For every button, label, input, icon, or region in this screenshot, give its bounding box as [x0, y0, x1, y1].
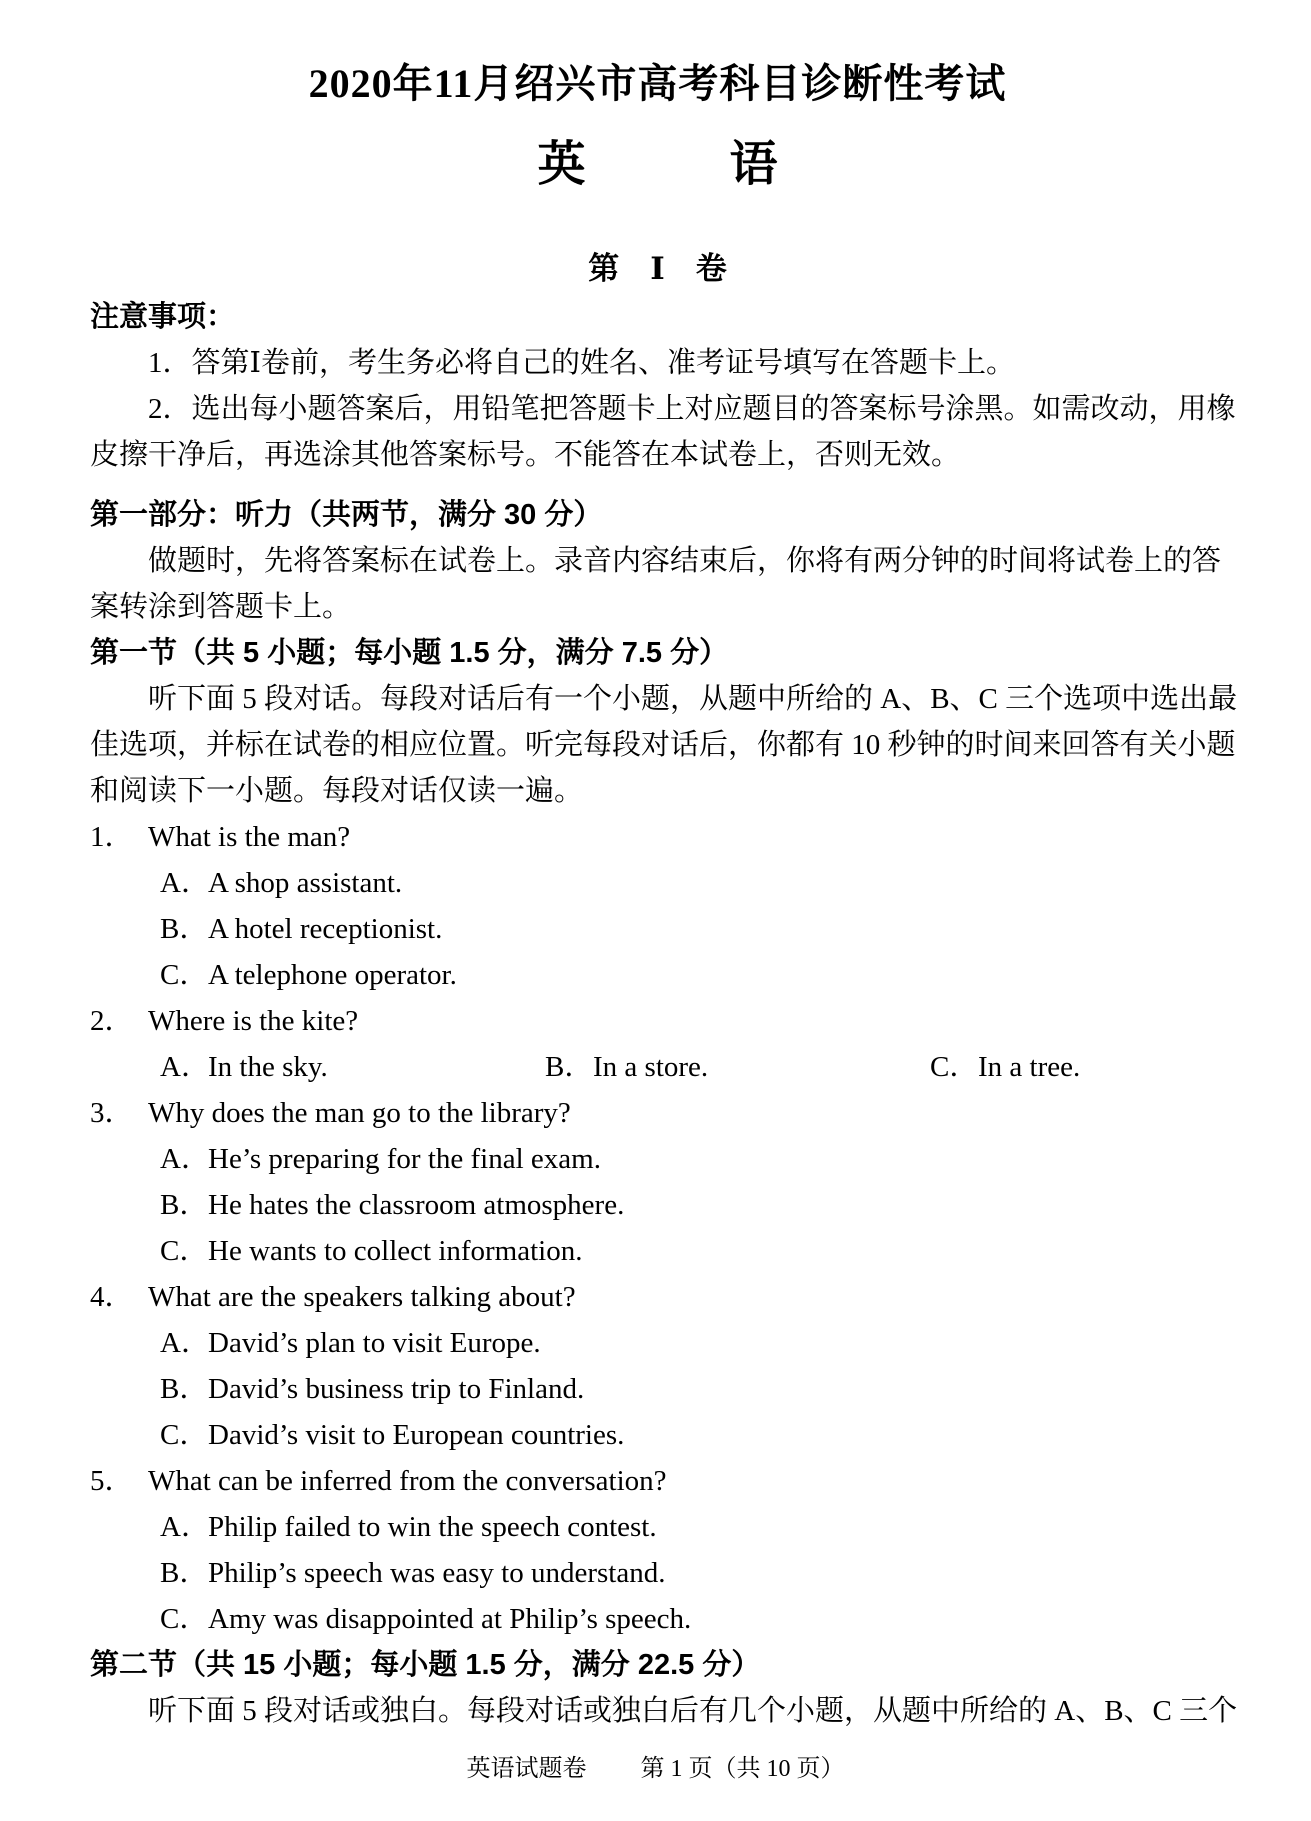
section1-heading: 第一节（共 5 小题；每小题 1.5 分，满分 7.5 分） — [90, 637, 729, 669]
option-item — [90, 1136, 1225, 1182]
page-footer — [0, 1752, 1311, 1786]
question-item — [90, 1274, 1225, 1320]
option-label: C． — [930, 1051, 979, 1083]
option-text: A shop assistant. — [208, 867, 403, 899]
section1-intro-line: 和阅读下一小题。每段对话仅读一遍。 — [90, 775, 584, 807]
option-text: He’s preparing for the final exam. — [208, 1143, 601, 1175]
notice-line: 1．答第Ⅰ卷前，考生务必将自己的姓名、准考证号填写在答题卡上。 — [148, 347, 1015, 379]
part1-intro-line: 做题时，先将答案标在试卷上。录音内容结束后，你将有两分钟的时间将试卷上的答 — [148, 545, 1222, 577]
section2-intro — [90, 1688, 1238, 1734]
notice-line: 皮擦干净后，再选涂其他答案标号。不能答在本试卷上，否则无效。 — [90, 439, 961, 471]
section1-intro-line: 听下面 5 段对话。每段对话后有一个小题，从题中所给的 A、B、C 三个选项中选出最 — [148, 683, 1238, 715]
exam-title: 2020年11月绍兴市高考科目诊断性考试 — [308, 61, 1007, 106]
option-item — [90, 1596, 1225, 1642]
option-label: A． — [160, 1143, 210, 1175]
question-text: What is the man? — [148, 821, 351, 853]
question-number: 2． — [90, 1005, 134, 1037]
option-item — [90, 1228, 1225, 1274]
option-item — [90, 860, 1225, 906]
option-text: David’s visit to European countries. — [208, 1419, 625, 1451]
question-item — [90, 1458, 1225, 1504]
question-text: Why does the man go to the library? — [148, 1097, 571, 1129]
option-text: David’s business trip to Finland. — [208, 1373, 585, 1405]
option-text: In a store. — [593, 1051, 709, 1083]
option-text: In the sky. — [208, 1051, 328, 1083]
option-text: He wants to collect information. — [208, 1235, 583, 1267]
option-item — [545, 1044, 930, 1090]
notice-heading: 注意事项： — [90, 301, 236, 333]
question-number: 4． — [90, 1281, 134, 1313]
notice-lines — [90, 340, 1236, 478]
section1-intro — [90, 676, 1238, 814]
footer-doc-label: 英语试题卷 — [466, 1756, 587, 1782]
part-1-label: 第 Ⅰ 卷 — [588, 251, 727, 286]
option-label: A． — [160, 1051, 210, 1083]
option-text: David’s plan to visit Europe. — [208, 1327, 541, 1359]
option-label: B． — [545, 1051, 594, 1083]
option-item — [90, 1366, 1225, 1412]
option-label: C． — [160, 1603, 209, 1635]
option-label: B． — [160, 913, 209, 945]
option-label: B． — [160, 1557, 209, 1589]
part1-intro — [90, 538, 1225, 630]
option-label: C． — [160, 1235, 209, 1267]
question-text: What can be inferred from the conversation? — [148, 1465, 667, 1497]
option-text: A hotel receptionist. — [208, 913, 443, 945]
option-label: C． — [160, 959, 209, 991]
option-item — [90, 1550, 1225, 1596]
option-text: Philip failed to win the speech contest. — [208, 1511, 657, 1543]
section2-intro-line: 听下面 5 段对话或独白。每段对话或独白后有几个小题，从题中所给的 A、B、C 三个 — [148, 1695, 1238, 1727]
option-label: A． — [160, 867, 210, 899]
option-text: Amy was disappointed at Philip’s speech. — [208, 1603, 692, 1635]
option-label: B． — [160, 1373, 209, 1405]
option-item — [90, 952, 1225, 998]
option-row — [90, 1044, 1225, 1090]
option-label: A． — [160, 1327, 210, 1359]
option-label: C． — [160, 1419, 209, 1451]
section2-heading: 第二节（共 15 小题；每小题 1.5 分，满分 22.5 分） — [90, 1649, 761, 1681]
question-number: 3． — [90, 1097, 134, 1129]
subject-title: 英 语 — [537, 138, 778, 191]
question-item — [90, 1090, 1225, 1136]
question-item — [90, 814, 1225, 860]
option-item — [90, 1182, 1225, 1228]
option-item — [90, 1504, 1225, 1550]
section1-intro-line: 佳选项，并标在试卷的相应位置。听完每段对话后，你都有 10 秒钟的时间来回答有关小题 — [90, 729, 1236, 761]
question-number: 5． — [90, 1465, 134, 1497]
option-item — [160, 1044, 545, 1090]
option-item — [90, 1320, 1225, 1366]
option-label: B． — [160, 1189, 209, 1221]
notice-line: 2．选出每小题答案后，用铅笔把答题卡上对应题目的答案标号涂黑。如需改动，用橡 — [148, 393, 1236, 425]
option-text: He hates the classroom atmosphere. — [208, 1189, 625, 1221]
option-text: Philip’s speech was easy to understand. — [208, 1557, 666, 1589]
page-content — [0, 60, 1311, 1734]
part1-intro-line: 案转涂到答题卡上。 — [90, 591, 352, 623]
part1-heading: 第一部分：听力（共两节，满分 30 分） — [90, 499, 603, 531]
option-text: In a tree. — [978, 1051, 1081, 1083]
question-text: What are the speakers talking about? — [148, 1281, 576, 1313]
question-number: 1． — [90, 821, 134, 853]
option-item — [90, 1412, 1225, 1458]
option-item — [90, 906, 1225, 952]
question-list — [90, 814, 1225, 1642]
question-item — [90, 998, 1225, 1044]
footer-page-label: 第 1 页（共 10 页） — [640, 1756, 845, 1782]
question-text: Where is the kite? — [148, 1005, 359, 1037]
option-label: A． — [160, 1511, 210, 1543]
option-item — [930, 1044, 1311, 1090]
option-text: A telephone operator. — [208, 959, 457, 991]
